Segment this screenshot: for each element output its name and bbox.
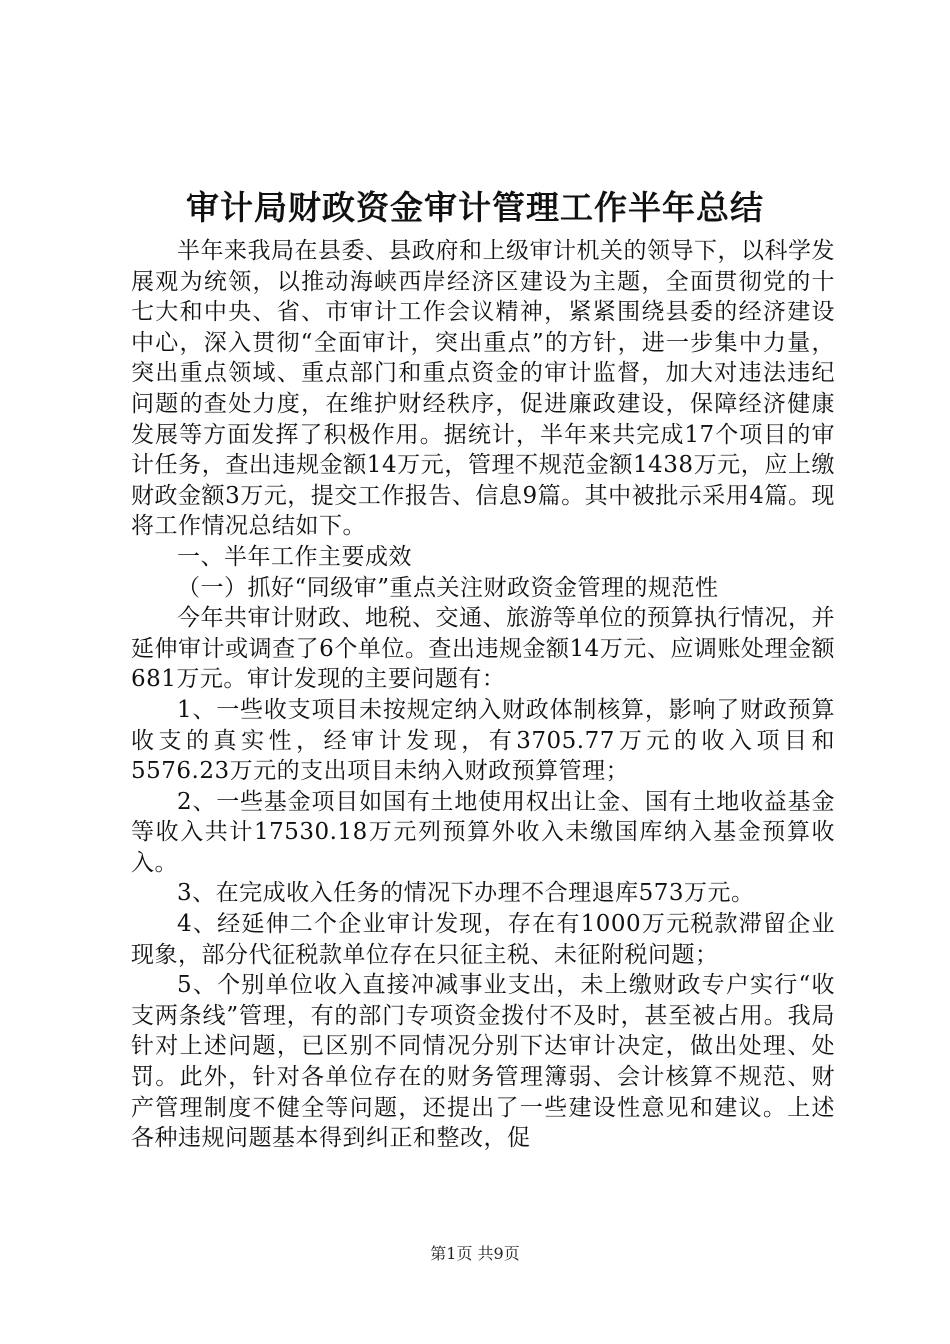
paragraph-issue-3: 3、在完成收入任务的情况下办理不合理退库573万元。 <box>177 880 755 907</box>
document-title: 审计局财政资金审计管理工作半年总结 <box>186 188 764 227</box>
paragraph-intro: 半年来我局在县委、县政府和上级审计机关的领导下，以科学发展观为统领，以推动海峡西岸经济区建设为主题，全面贯彻党的十七大和中央、省、市审计工作会议精神，紧紧围绕县委的经济建设中心，深入贯彻“全面审计，突出重点”的方针，进一步集中力量，突出重点领域、重点部门和重点资金的审计监督，加大对违法违纪问题的查处力度，在维护财经秩序，促进廉政建设，保障经济健康发展等方面发挥了积极作用。据统计，半年来共完成17个项目的审计任务，查出违规金额14万元，管理不规范金额1438万元，应上缴财政金额3万元，提交工作报告、信息9篇。其中被批示采用4篇。现将工作情况总结如下。 <box>131 238 835 540</box>
paragraph-issue-1: 1、一些收支项目未按规定纳入财政体制核算，影响了财政预算收支的真实性，经审计发现，有3705.77万元的收入项目和5576.23万元的支出项目未纳入财政预算管理； <box>131 696 835 785</box>
paragraph-issue-5: 5、个别单位收入直接冲减事业支出，未上缴财政专户实行“收支两条线”管理，有的部门专项资金拨付不及时，甚至被占用。我局针对上述问题，已区别不同情况分别下达审计决定，做出处理、处罚。此外，针对各单位存在的财务管理簿弱、会计核算不规范、财产管理制度不健全等问题，还提出了一些建设性意见和建议。上述各种违规问题基本得到纠正和整改，促 <box>131 972 835 1152</box>
document-body <box>131 236 835 1154</box>
paragraph-issue-4: 4、经延伸二个企业审计发现，存在有1000万元税款滞留企业现象，部分代征税款单位存在只征主税、未征附税问题； <box>131 911 835 968</box>
paragraph-audit-overview: 今年共审计财政、地税、交通、旅游等单位的预算执行情况，并延伸审计或调查了6个单位。查出违规金额14万元、应调账处理金额681万元。审计发现的主要问题有： <box>131 605 835 693</box>
subsection-heading-1: （一）抓好“同级审”重点关注财政资金管理的规范性 <box>177 574 719 601</box>
page-footer: 第1页 共9页 <box>430 1244 520 1263</box>
paragraph-issue-2: 2、一些基金项目如国有土地使用权出让金、国有土地收益基金等收入共计17530.18万元列预算外收入未缴国库纳入基金预算收入。 <box>131 788 835 876</box>
section-heading-1: 一、半年工作主要成效 <box>177 543 412 570</box>
